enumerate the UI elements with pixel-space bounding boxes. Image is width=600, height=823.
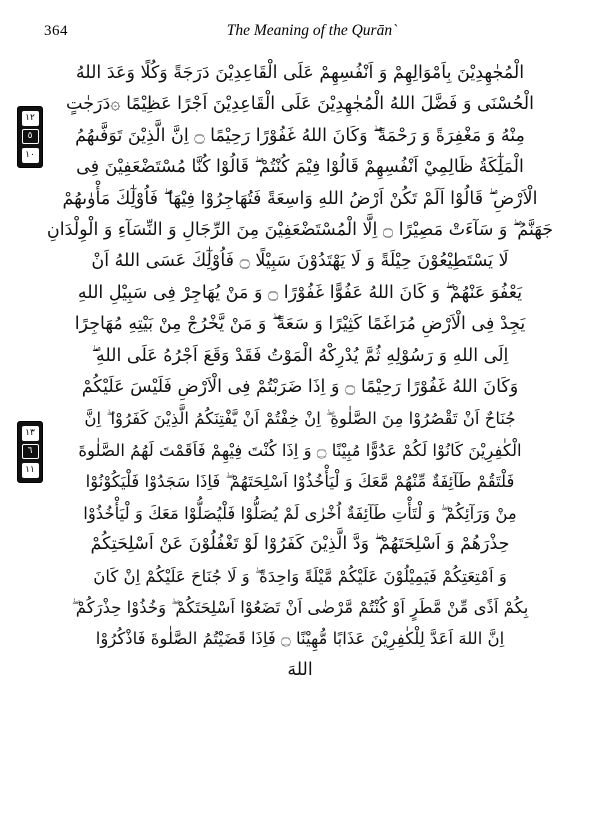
arabic-line: وَ اَمْتِعَتِكُمْ فَيَمِيْلُوْنَ عَلَيْكُمْ مَّيْلَةً وَاحِدَةً ۖ وَ لَا جُنَاحَ عَلَيْكُمْ اِنْ كَانَ xyxy=(93,566,507,586)
ruku-marker-top-cell-1: ١٢ xyxy=(22,111,39,126)
arabic-line: مِنْهُ وَ مَغْفِرَةً وَ رَحْمَةً ۖ وَكَانَ اللهُ غَفُوْرًا رَحِيْمًا ۝ اِنَّ الَّذِيْنَ تَوَفَّىهُمُ xyxy=(75,125,525,146)
arabic-line: الْمُجٰهِدِيْنَ بِاَمْوَالِهِمْ وَ اَنْفُسِهِمْ عَلَى الْقَاعِدِيْنَ دَرَجَةً وَكُلًا وَعَدَ اللهُ xyxy=(75,63,525,83)
arabic-line: مِنْ وَرَآئِكُمْ ۖ وَ لْتَأْتِ طَآئِفَةٌ اُخْرٰى لَمْ يُصَلُّوْا فَلْيُصَلُّوْا مَعَكَ وَ لْيَأْخُذُوْا xyxy=(83,503,517,523)
ruku-marker-bottom-cell-3: ١١ xyxy=(22,463,39,478)
arabic-line: حِذْرَهُمْ وَ اَسْلِحَتَهُمْ ۖ وَدَّ الَّذِيْنَ كَفَرُوْا لَوْ تَغْفُلُوْنَ عَنْ اَسْلِحَتِكُمْ xyxy=(90,534,510,555)
ruku-marker-top xyxy=(17,106,43,168)
arabic-line: يَعْفُوَ عَنْهُمْ ۖ وَ كَانَ اللهُ عَفُوًّا غَفُوْرًا ۝ وَ مَنْ يُهَاجِرْ فِى سَبِيْلِ اللهِ xyxy=(77,282,523,303)
arabic-line: اللهَ xyxy=(287,659,313,680)
arabic-line: وَكَانَ اللهُ غَفُوْرًا رَحِيْمًا ۝ وَ اِذَا ضَرَبْتُمْ فِى الْاَرْضِ فَلَيْسَ عَلَيْكُمْ xyxy=(81,377,519,398)
ruku-marker-bottom xyxy=(17,421,43,483)
ruku-marker-top-cell-2: ٥ xyxy=(22,129,39,144)
arabic-line: الْكٰفِرِيْنَ كَانُوْا لَكُمْ عَدُوًّا مُبِيْنًا ۝ وَ اِذَا كُنْتَ فِيْهِمْ فَاَقَمْتَ لَهُمُ الصَّلٰوةَ xyxy=(78,440,522,460)
arabic-line: الْمَلِٰٓكَةُ ظَالِمِيْ اَنْفُسِهِمْ قَالُوْا فِيْمَ كُنْتُمْ ۖ قَالُوْا كُنَّا مُسْتَضْعَفِيْنَ فِى xyxy=(76,157,524,178)
arabic-line: فَلْتَقُمْ طَآئِفَةٌ مِّنْهُمْ مَّعَكَ وَ لْيَأْخُذُوْا اَسْلِحَتَهُمْ ۖ فَاِذَا سَجَدُوْا فَلْيَكُوْنُوْا xyxy=(85,472,515,492)
ruku-marker-bottom-cell-1: ١٣ xyxy=(22,426,39,441)
arabic-line: يَجِدْ فِى الْاَرْضِ مُرَاغَمًا كَثِيْرًا وَ سَعَةً ۖ وَ مَنْ يَّخْرُجْ مِنْ بَيْتِهِ مُهَاجِرًا xyxy=(74,314,526,335)
arabic-line: الْاَرْضِ ۖ قَالُوْا اَلَمْ تَكُنْ اَرْضُ اللهِ وَاسِعَةً فَتُهَاجِرُوْا فِيْهَا ۖ فَاُوْلِٰٓكَ مَأْوٰىهُمْ xyxy=(62,188,538,209)
arabic-line: لَا يَسْتَطِيْعُوْنَ حِيْلَةً وَ لَا يَهْتَدُوْنَ سَبِيْلًا ۝ فَاُوْلِٰٓكَ عَسَى اللهُ اَنْ xyxy=(91,251,509,272)
page-header xyxy=(44,22,556,48)
running-title: The Meaning of the Qurān` xyxy=(226,22,398,39)
ruku-marker-top-cell-3: ١٠ xyxy=(22,148,39,163)
ruku-marker-bottom-cell-2: ٦ xyxy=(22,444,39,459)
page-number: 364 xyxy=(44,23,68,39)
arabic-line: جَهَنَّمُ ۖ وَ سَآءَتْ مَصِيْرًا ۝ اِلَّا الْمُسْتَضْعَفِيْنَ مِنَ الرِّجَالِ وَ النِّسَآءِ وَ الْوِلْدَانِ xyxy=(46,220,554,241)
arabic-line: الْحُسْنَى وَ فَضَّلَ اللهُ الْمُجٰهِدِيْنَ عَلَى الْقَاعِدِيْنَ اَجْرًا عَظِيْمًا ۞دَرَجٰتٍ xyxy=(66,94,534,115)
arabic-line: اِنَّ اللهَ اَعَدَّ لِلْكٰفِرِيْنَ عَذَابًا مُّهِيْنًا ۝ فَاِذَا قَضَيْتُمُ الصَّلٰوةَ فَاذْكُرُوْا xyxy=(95,629,505,649)
arabic-line: جُنَاحٌ اَنْ تَقْصُرُوْا مِنَ الصَّلٰوةِ ۖ اِنْ خِفْتُمْ اَنْ يَّفْتِنَكُمُ الَّذِيْنَ كَفَرُوْا ۖ اِنَّ xyxy=(84,409,516,429)
arabic-line: بِكُمْ اَذًى مِّنْ مَّطَرٍ اَوْ كُنْتُمْ مَّرْضٰى اَنْ تَضَعُوْا اَسْلِحَتَكُمْ ۖ وَخُذُوْا حِذْرَكُمْ ۖ xyxy=(71,597,529,617)
arabic-line: اِلَى اللهِ وَ رَسُوْلِهِ ثُمَّ يُدْرِكْهُ الْمَوْتُ فَقَدْ وَقَعَ اَجْرُهُ عَلَى اللهِ ۖ xyxy=(91,345,509,366)
arabic-text-block xyxy=(44,58,556,686)
